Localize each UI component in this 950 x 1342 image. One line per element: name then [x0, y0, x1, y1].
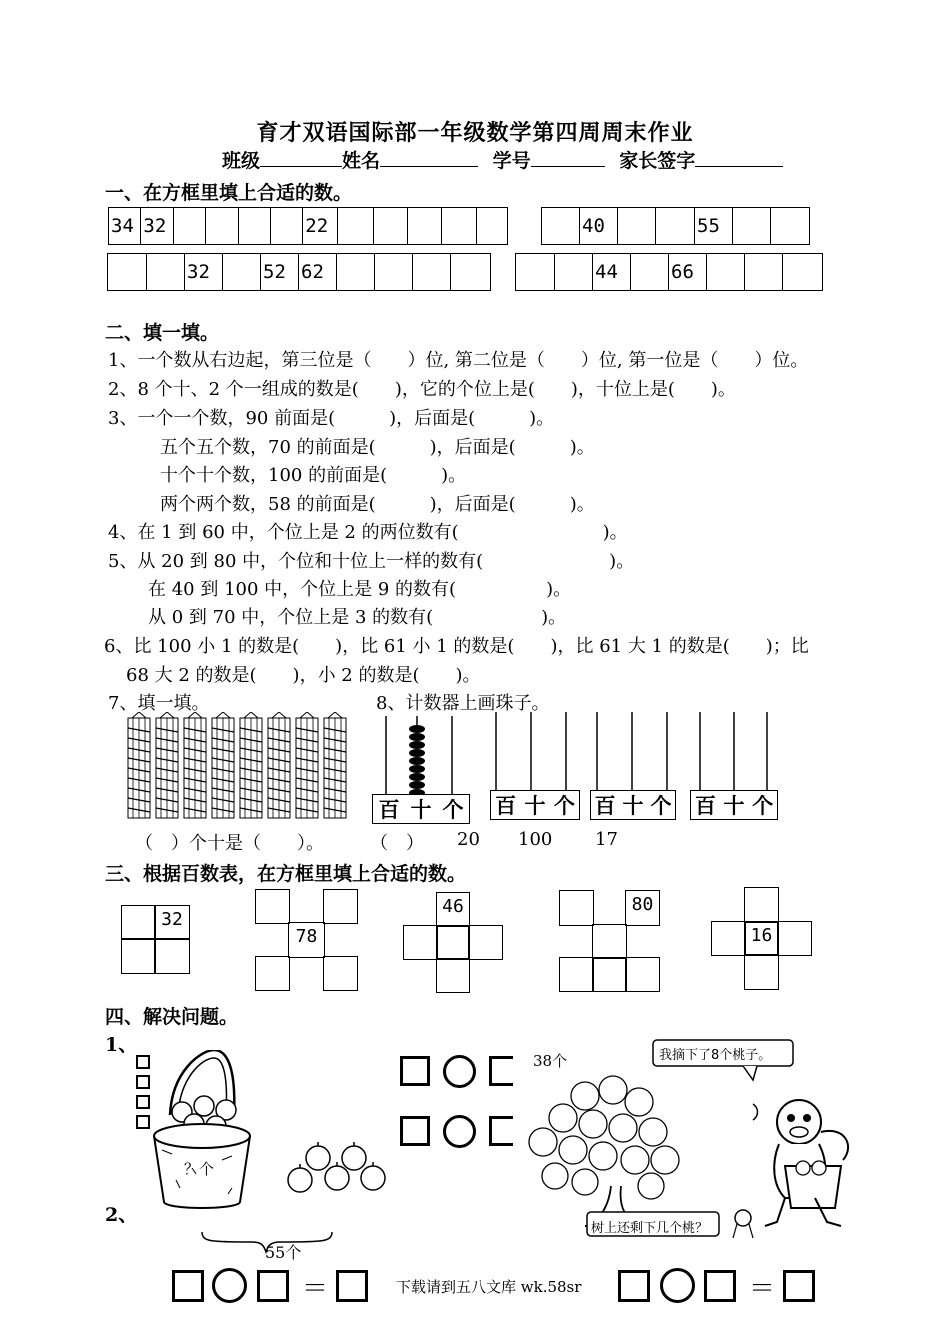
strip-cell[interactable]: 32 — [184, 254, 222, 290]
apple-basket-illustration — [132, 1050, 402, 1255]
operator-circle[interactable] — [212, 1268, 247, 1303]
answer-box[interactable] — [489, 1056, 513, 1086]
strip-cell[interactable] — [744, 254, 782, 290]
hundred-cell[interactable] — [255, 889, 290, 924]
page-title: 育才双语国际部一年级数学第四周周末作业 — [256, 120, 694, 146]
question-speech-bubble: 树上还剩下几个桃？ — [591, 1221, 709, 1236]
equals-sign: ＝ — [749, 1274, 776, 1304]
question-8-answer-1: （ ） — [370, 833, 424, 854]
abacus-tens-label: 十 — [410, 797, 432, 822]
strip-cell[interactable] — [617, 208, 655, 244]
hundred-cell[interactable] — [592, 924, 627, 959]
abacus-3-base — [590, 790, 676, 820]
question-3b: 五个五个数，70 的前面是( )，后面是( )。 — [160, 437, 595, 458]
hundred-cell[interactable] — [323, 956, 358, 991]
hundred-cell[interactable] — [468, 925, 503, 960]
parent-label: 家长签字 — [619, 150, 696, 172]
strip-cell[interactable]: 32 — [140, 208, 172, 244]
hundred-cell[interactable] — [154, 938, 190, 974]
answer-box[interactable] — [400, 1056, 430, 1086]
strip-cell[interactable] — [450, 254, 488, 290]
section-2-title: 二、填一填。 — [105, 322, 220, 344]
hundred-cell-78: 78 — [288, 922, 325, 958]
hundred-cell-32: 32 — [154, 905, 190, 940]
strip-cell[interactable] — [336, 254, 374, 290]
question-3c: 十个十个数，100 的前面是( )。 — [160, 465, 467, 486]
hundred-cell[interactable] — [777, 921, 812, 956]
strip-cell[interactable] — [554, 254, 592, 290]
class-blank[interactable] — [260, 166, 342, 167]
problem-2-label: 2、 — [105, 1204, 138, 1226]
hundred-cell[interactable] — [121, 905, 156, 940]
operator-circle[interactable] — [443, 1115, 476, 1148]
strip-cell[interactable] — [732, 208, 770, 244]
section-1-title: 一、在方框里填上合适的数。 — [105, 182, 353, 204]
question-5b: 在 40 到 100 中，个位上是 9 的数有( )。 — [148, 579, 572, 600]
strip-cell[interactable]: 40 — [579, 208, 617, 244]
student-info — [222, 146, 783, 173]
equals-sign: ＝ — [302, 1274, 329, 1304]
name-label: 姓名 — [342, 150, 381, 172]
class-label: 班级 — [222, 150, 261, 172]
name-blank[interactable] — [380, 166, 478, 167]
abacus-tens-label: 十 — [723, 793, 745, 818]
hundred-cell[interactable] — [403, 925, 438, 960]
strip-cell[interactable] — [516, 254, 554, 290]
question-7-answer: （ ）个十是（ ）。 — [135, 833, 324, 854]
question-6b: 68 大 2 的数是( )，小 2 的数是( )。 — [126, 665, 481, 686]
strip-cell[interactable]: 52 — [260, 254, 298, 290]
hundred-cell[interactable] — [744, 954, 779, 990]
strip-cell[interactable] — [706, 254, 744, 290]
strip-cell[interactable] — [238, 208, 270, 244]
abacus-hundreds-label: 百 — [694, 793, 716, 818]
strip-cell[interactable] — [270, 208, 302, 244]
abacus-target-20: 20 — [457, 829, 480, 850]
question-4: 4、在 1 到 60 中，个位上是 2 的两位数有( )。 — [108, 522, 628, 543]
hundred-cell[interactable] — [323, 889, 358, 924]
basket-unknown-label: ？个 — [184, 1160, 215, 1178]
strip-cell[interactable]: 44 — [592, 254, 630, 290]
abacus-ones-label: 个 — [553, 793, 575, 818]
number-label: 学号 — [492, 150, 531, 172]
abacus-hundreds-label: 百 — [495, 793, 517, 818]
strip-cell[interactable] — [337, 208, 372, 244]
abacus-rods — [370, 712, 780, 796]
section-4-title: 四、解决问题。 — [105, 1006, 239, 1028]
answer-box[interactable] — [172, 1270, 204, 1302]
footer-watermark: 下载请到五八文库 wk.58sr — [396, 1278, 582, 1296]
strip-cell[interactable] — [770, 208, 807, 244]
operator-circle[interactable] — [443, 1055, 476, 1088]
number-strip-1b — [541, 207, 810, 245]
strip-cell[interactable] — [542, 208, 579, 244]
operator-circle[interactable] — [660, 1268, 695, 1303]
answer-box[interactable] — [489, 1116, 513, 1146]
hundred-cell-80: 80 — [625, 890, 660, 926]
question-3d: 两个两个数，58 的前面是( )，后面是( )。 — [160, 494, 595, 515]
abacus-target-100: 100 — [518, 829, 553, 850]
hundred-cell[interactable] — [559, 957, 594, 992]
strip-cell[interactable]: 34 — [111, 215, 134, 237]
number-blank[interactable] — [531, 166, 605, 167]
hundred-cell[interactable] — [625, 957, 660, 992]
strip-cell[interactable] — [476, 208, 507, 244]
hundred-cell-46: 46 — [436, 892, 470, 927]
parent-blank[interactable] — [695, 166, 783, 167]
section-3-title: 三、根据百数表，在方框里填上合适的数。 — [105, 863, 467, 885]
strip-cell[interactable]: 66 — [668, 254, 706, 290]
number-strip-2a — [107, 253, 491, 291]
hundred-cell[interactable] — [255, 956, 290, 991]
strip-cell[interactable] — [146, 254, 184, 290]
strip-cell[interactable] — [412, 254, 450, 290]
answer-box[interactable] — [783, 1270, 815, 1302]
hundred-cell[interactable] — [559, 890, 594, 926]
number-strip-2b — [515, 253, 823, 291]
strip-cell[interactable]: 55 — [694, 208, 732, 244]
strip-cell[interactable] — [782, 254, 820, 290]
number-strip-1a — [108, 207, 508, 245]
strip-cell[interactable] — [374, 254, 412, 290]
strip-cell[interactable] — [373, 208, 407, 244]
abacus-tens-label: 十 — [524, 793, 546, 818]
hundred-cell[interactable] — [592, 957, 627, 992]
question-2: 2、8 个十、2 个一组成的数是( )，它的个位上是( )，十位上是( )。 — [108, 379, 736, 400]
abacus-target-17: 17 — [595, 829, 618, 850]
answer-box[interactable] — [704, 1270, 736, 1302]
hundred-cell-16: 16 — [744, 921, 779, 956]
monkey-speech-bubble: 我摘下了8个桃子。 — [659, 1048, 772, 1063]
problem-1-label: 1、 — [105, 1034, 138, 1056]
abacus-ones-label: 个 — [442, 797, 464, 822]
answer-box[interactable] — [400, 1116, 430, 1146]
abacus-1-base — [372, 794, 470, 824]
question-1: 1、一个数从右边起，第三位是（ ）位, 第二位是（ ）位, 第一位是（ ）位。 — [108, 350, 809, 371]
question-7-title: 7、填一填。 — [108, 693, 210, 714]
strip-cell[interactable] — [655, 208, 694, 244]
peach-count-label: 38个 — [533, 1052, 568, 1070]
answer-box[interactable] — [257, 1270, 289, 1302]
strip-cell[interactable] — [630, 254, 668, 290]
abacus-ones-label: 个 — [752, 793, 774, 818]
total-55-label: 55个 — [265, 1243, 302, 1262]
strip-cell[interactable] — [108, 254, 146, 290]
strip-cell[interactable]: 22 — [302, 208, 337, 244]
stick-bundles-illustration — [126, 712, 356, 824]
question-3a: 3、一个一个数，90 前面是( )，后面是( )。 — [108, 408, 555, 429]
hundred-cell[interactable] — [744, 887, 779, 923]
abacus-ones-label: 个 — [650, 793, 672, 818]
hundred-cell[interactable] — [121, 938, 156, 974]
strip-cell[interactable]: 62 — [298, 254, 336, 290]
abacus-hundreds-label: 百 — [378, 797, 400, 822]
hundred-cell[interactable] — [711, 921, 746, 956]
answer-box[interactable] — [618, 1270, 650, 1302]
strip-cell[interactable] — [222, 254, 260, 290]
strip-cell[interactable] — [205, 208, 237, 244]
abacus-hundreds-label: 百 — [594, 793, 616, 818]
question-5a: 5、从 20 到 80 中，个位和十位上一样的数有( )。 — [108, 551, 635, 572]
strip-cell[interactable] — [173, 208, 205, 244]
question-8-title: 8、计数器上画珠子。 — [376, 693, 550, 714]
strip-cell[interactable] — [407, 208, 441, 244]
strip-cell[interactable] — [441, 208, 475, 244]
question-5c: 从 0 到 70 中，个位上是 3 的数有( )。 — [148, 607, 567, 628]
abacus-2-base — [490, 790, 580, 820]
answer-box[interactable] — [336, 1270, 368, 1302]
abacus-4-base — [690, 790, 778, 820]
hundred-cell[interactable] — [436, 925, 470, 960]
hundred-cell[interactable] — [436, 958, 470, 993]
abacus-tens-label: 十 — [622, 793, 644, 818]
question-6a: 6、比 100 小 1 的数是( )，比 61 小 1 的数是( )，比 61 大 1 的数是( )；比 — [104, 636, 809, 657]
